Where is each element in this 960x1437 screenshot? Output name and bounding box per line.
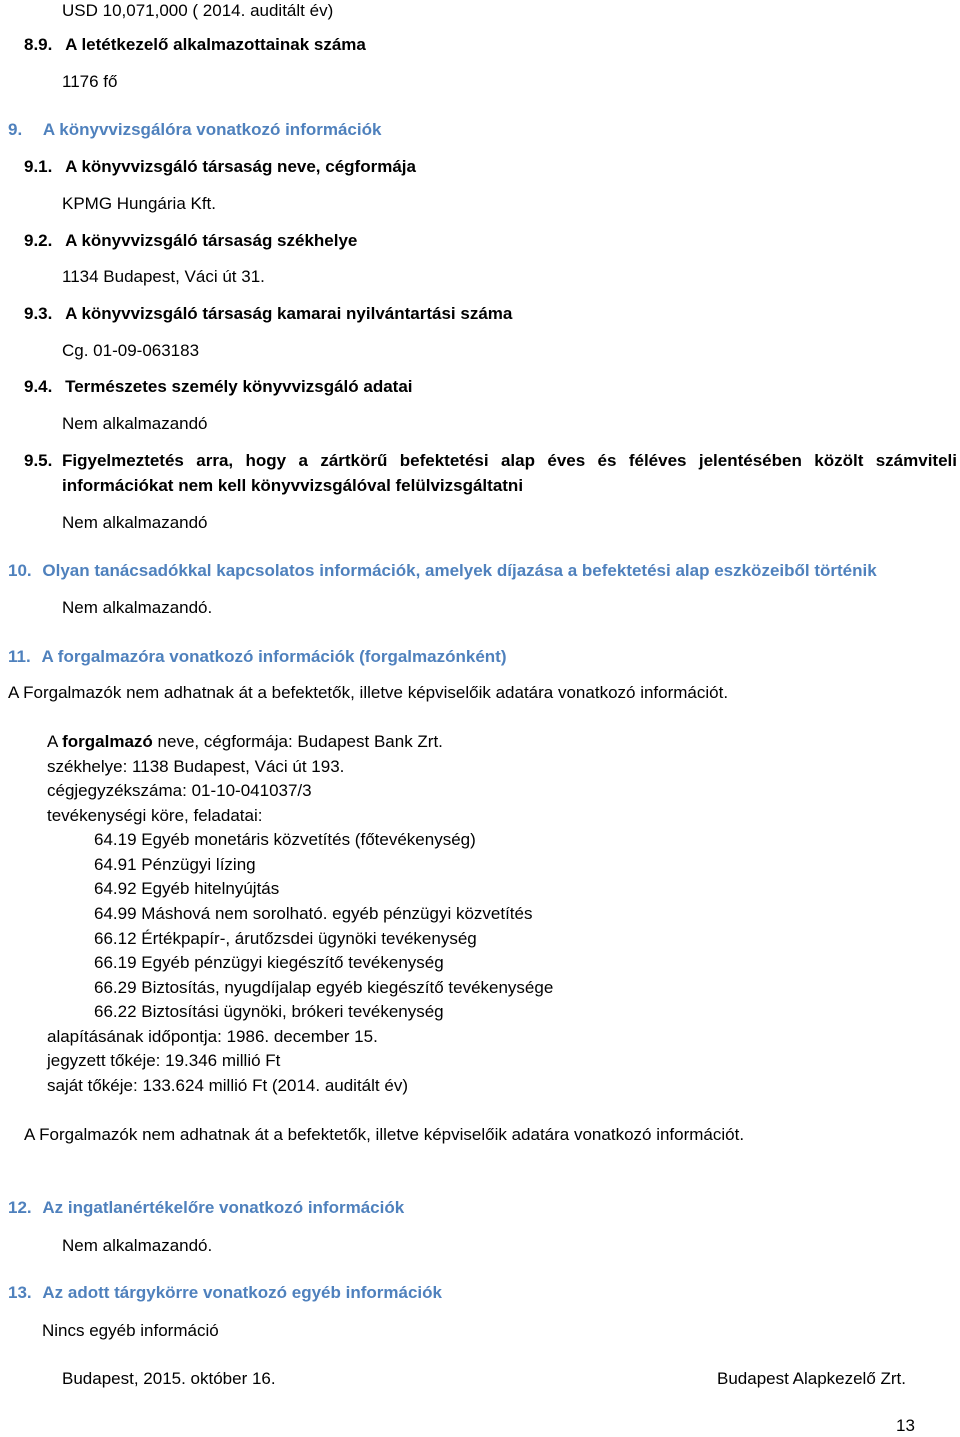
distributor-bold-word: forgalmazó [62,732,153,751]
section-9-2-heading [24,230,357,252]
section-9-title: A könyvvizsgálóra vonatkozó információk [42,120,382,139]
section-9-5-value: Nem alkalmazandó [62,513,208,532]
distributor-prefix: A [47,732,63,751]
section-10-title: Olyan tanácsadókkal kapcsolatos információk, amelyek díjazása a befektetési alap eszközeiből történik [42,561,877,580]
section-8-9-title: A letétkezelő alkalmazottainak száma [65,35,366,54]
section-13-value: Nincs egyéb információ [42,1321,219,1340]
distributor-name-line [47,731,443,753]
distributor-equity: saját tőkéje: 133.624 millió Ft (2014. auditált év) [47,1076,408,1095]
section-12-heading [8,1197,404,1219]
section-9-heading [8,119,381,141]
section-9-number: 9. [8,120,23,139]
section-8-9-heading [24,34,366,56]
section-11-note-1: A Forgalmazók nem adhatnak át a befektetők, illetve képviselőik adatára vonatkozó információt. [8,683,729,702]
activity-item: 66.29 Biztosítás, nyugdíjalap egyéb kiegészítő tevékenysége [94,978,554,997]
activity-item: 66.12 Értékpapír-, árutőzsdei ügynöki tevékenység [94,929,477,948]
activity-item: 64.19 Egyéb monetáris közvetítés (főtevékenység) [94,830,476,849]
section-9-1-title: A könyvvizsgáló társaság neve, cégformája [65,157,416,176]
section-10-heading [8,560,877,582]
section-12-value: Nem alkalmazandó. [62,1236,213,1255]
section-9-3-title: A könyvvizsgáló társaság kamarai nyilvántartási száma [65,304,513,323]
section-11-note-2: A Forgalmazók nem adhatnak át a befektetők, illetve képviselőik adatára vonatkozó információt. [24,1125,745,1144]
distributor-founded: alapításának időpontja: 1986. december 15. [47,1027,378,1046]
section-9-5-number: 9.5. [24,451,53,470]
activity-item: 64.92 Egyéb hitelnyújtás [94,879,280,898]
activity-item: 66.19 Egyéb pénzügyi kiegészítő tevékenység [94,953,444,972]
section-9-5-title: Figyelmeztetés arra, hogy a zártkörű befektetési alap éves és féléves jelentésében közölt számviteli információkat nem kell könyvvizsgálóval felülvizsgáltatni [62,451,957,495]
activity-item: 66.22 Biztosítási ügynöki, brókeri tevékenység [94,1002,444,1021]
distributor-seat: székhelye: 1138 Budapest, Váci út 193. [47,757,345,776]
section-9-4-title: Természetes személy könyvvizsgáló adatai [65,377,413,396]
section-9-4-number: 9.4. [24,377,53,396]
section-8-9-value: 1176 fő [62,72,118,91]
section-9-3-heading [24,303,512,325]
section-12-number: 12. [8,1198,32,1217]
section-11-heading [8,646,506,668]
section-8-9-number: 8.9. [24,35,53,54]
section-13-title: Az adott tárgykörre vonatkozó egyéb információk [42,1283,442,1302]
page-number: 13 [896,1416,915,1435]
section-10-value: Nem alkalmazandó. [62,598,213,617]
section-9-4-value: Nem alkalmazandó [62,414,208,433]
distributor-activities-label: tevékenységi köre, feladatai: [47,806,263,825]
distributor-name: neve, cégformája: Budapest Bank Zrt. [152,732,443,751]
section-9-2-title: A könyvvizsgáló társaság székhelye [65,231,358,250]
section-10-number: 10. [8,561,32,580]
signatory-company: Budapest Alapkezelő Zrt. [717,1369,907,1388]
section-11-number: 11. [8,647,31,666]
distributor-reg-number: cégjegyzékszáma: 01-10-041037/3 [47,781,312,800]
section-9-2-number: 9.2. [24,231,53,250]
section-13-heading [8,1282,442,1304]
distributor-registered-capital: jegyzett tőkéje: 19.346 millió Ft [47,1051,281,1070]
section-9-1-heading [24,156,416,178]
section-13-number: 13. [8,1283,32,1302]
section-9-4-heading [24,376,413,398]
letetkezelo-equity-value: USD 10,071,000 ( 2014. auditált év) [62,1,334,20]
place-and-date: Budapest, 2015. október 16. [62,1369,276,1388]
section-9-2-value: 1134 Budapest, Váci út 31. [62,267,265,286]
activity-item: 64.91 Pénzügyi lízing [94,855,256,874]
activity-item: 64.99 Máshová nem sorolható. egyéb pénzügyi közvetítés [94,904,533,923]
section-9-3-number: 9.3. [24,304,53,323]
section-9-1-value: KPMG Hungária Kft. [62,194,217,213]
section-9-1-number: 9.1. [24,157,53,176]
section-9-3-value: Cg. 01-09-063183 [62,341,200,360]
section-11-title: A forgalmazóra vonatkozó információk (forgalmazónként) [41,647,507,666]
section-12-title: Az ingatlanértékelőre vonatkozó információk [42,1198,405,1217]
